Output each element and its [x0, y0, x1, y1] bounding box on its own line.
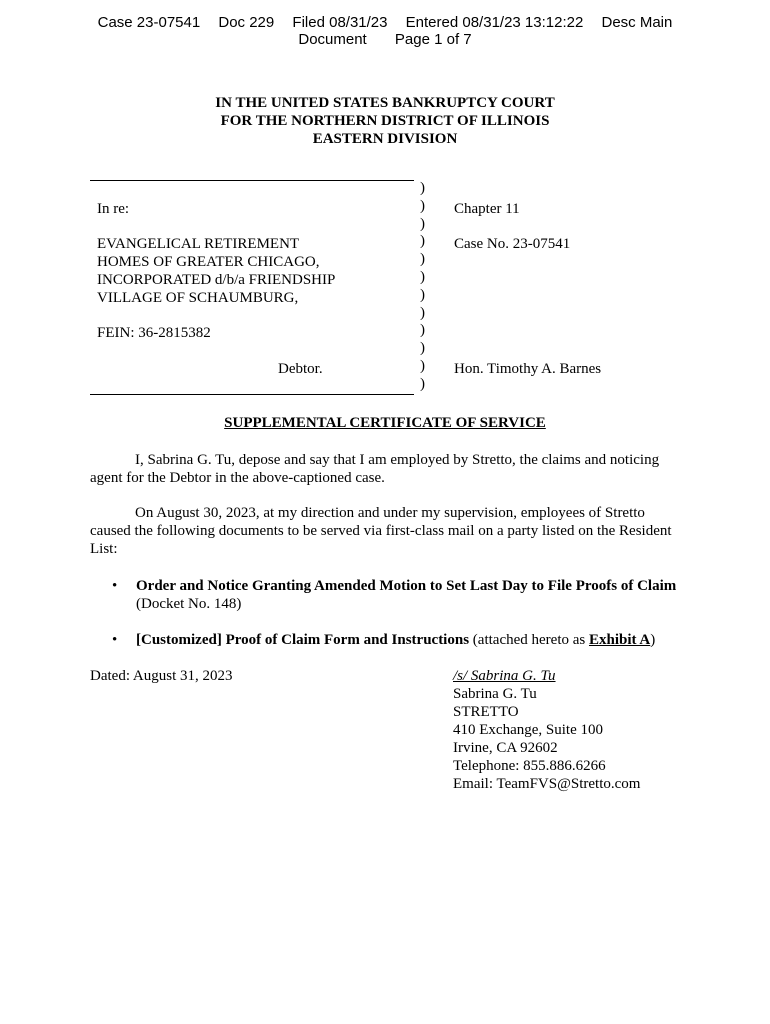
paragraph-service — [90, 504, 680, 558]
caption-top-rule — [90, 180, 414, 181]
electronic-signature: /s/ Sabrina G. Tu — [453, 668, 556, 684]
court-filing-stamp — [0, 14, 770, 48]
filed-date-stamp: Filed 08/31/23 — [292, 14, 388, 31]
paragraph-line: On August 30, 2023, at my direction and under my supervision, employees of Stretto — [135, 505, 645, 521]
court-line-1: IN THE UNITED STATES BANKRUPTCY COURT — [215, 95, 555, 111]
paren: ) — [420, 215, 425, 232]
stamp-line-1 — [0, 14, 770, 31]
paragraph-line: caused the following documents to be served via first-class mail on a party listed on the Resident — [90, 523, 672, 539]
page-count-stamp: Page 1 of 7 — [394, 31, 472, 48]
served-document-item — [136, 577, 684, 613]
paragraph-line: agent for the Debtor in the above-captioned case. — [90, 470, 385, 486]
chapter-label: Chapter 11 — [454, 201, 520, 217]
court-line-3: EASTERN DIVISION — [312, 131, 458, 147]
case-number-stamp: Case 23-07541 — [97, 14, 201, 31]
paragraph-declarant — [90, 451, 680, 487]
bullet-marker: • — [112, 578, 118, 594]
court-heading — [0, 94, 770, 148]
paren: ) — [420, 322, 425, 339]
debtor-name-line: HOMES OF GREATER CHICAGO, — [97, 254, 320, 270]
signature-block — [453, 667, 640, 793]
served-document-note: (attached hereto as — [469, 632, 589, 648]
signer-address-line-1: 410 Exchange, Suite 100 — [453, 722, 603, 738]
dated-line: Dated: August 31, 2023 — [90, 668, 233, 684]
paragraph-line: List: — [90, 541, 118, 557]
debtor-label: Debtor. — [278, 361, 323, 377]
paren: ) — [420, 233, 425, 250]
signer-name: Sabrina G. Tu — [453, 686, 537, 702]
signer-company: STRETTO — [453, 704, 519, 720]
exhibit-reference: Exhibit A — [588, 632, 651, 648]
debtor-name — [97, 235, 335, 307]
debtor-name-line: INCORPORATED d/b/a FRIENDSHIP — [97, 272, 336, 288]
doc-number-stamp: Doc 229 — [218, 14, 275, 31]
stamp-line-2 — [0, 31, 770, 48]
paren: ) — [420, 180, 425, 196]
document-title: SUPPLEMENTAL CERTIFICATE OF SERVICE — [224, 415, 546, 431]
case-number: Case No. 23-07541 — [454, 236, 571, 252]
signer-address-line-2: Irvine, CA 92602 — [453, 740, 558, 756]
served-document-docket: (Docket No. 148) — [136, 596, 242, 612]
debtor-name-line: EVANGELICAL RETIREMENT — [97, 236, 300, 252]
signer-telephone: Telephone: 855.886.6266 — [453, 758, 606, 774]
served-document-note-end: ) — [650, 632, 656, 648]
paren: ) — [420, 340, 425, 357]
paren: ) — [420, 357, 425, 374]
served-document-title: Order and Notice Granting Amended Motion to Set Last Day to File Proofs of Claim — [136, 578, 677, 594]
in-re-label: In re: — [97, 201, 130, 217]
paren: ) — [420, 197, 425, 214]
caption-parentheses — [420, 180, 430, 394]
document-label-stamp: Document — [298, 31, 367, 48]
paren: ) — [420, 375, 425, 392]
signer-email: Email: TeamFVS@Stretto.com — [453, 776, 641, 792]
caption-bottom-rule — [90, 394, 414, 395]
paren: ) — [420, 304, 425, 321]
paren: ) — [420, 268, 425, 285]
debtor-name-line: VILLAGE OF SCHAUMBURG, — [97, 290, 299, 306]
fein-number: FEIN: 36-2815382 — [97, 325, 211, 341]
court-line-2: FOR THE NORTHERN DISTRICT OF ILLINOIS — [220, 113, 550, 129]
served-document-title: [Customized] Proof of Claim Form and Instructions — [136, 632, 470, 648]
desc-stamp: Desc Main — [601, 14, 673, 31]
paragraph-line: I, Sabrina G. Tu, depose and say that I am employed by Stretto, the claims and noticing — [135, 452, 660, 468]
served-document-item — [136, 631, 684, 649]
entered-date-stamp: Entered 08/31/23 13:12:22 — [405, 14, 584, 31]
paren: ) — [420, 286, 425, 303]
bullet-marker: • — [112, 632, 118, 648]
judge-name: Hon. Timothy A. Barnes — [454, 361, 602, 377]
paren: ) — [420, 251, 425, 268]
